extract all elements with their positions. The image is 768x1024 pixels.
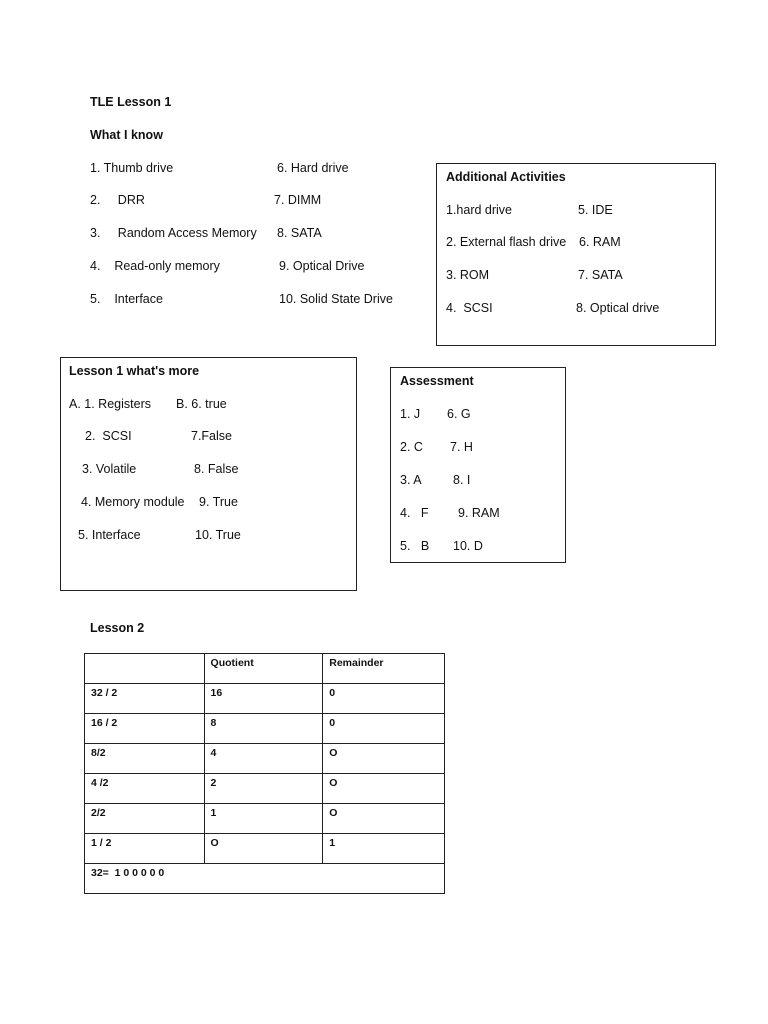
list-item: 7. DIMM [274,193,322,207]
list-item: A. 1. Registers [69,397,151,411]
table-result-row [85,864,445,894]
table-cell: 4 /2 [85,774,205,804]
table-row [85,684,445,714]
table-cell: O [204,834,323,864]
list-item: 5. B [400,539,430,553]
list-item: 1. Thumb drive [90,161,174,175]
table-cell: 1 / 2 [85,834,205,864]
list-item: 10. True [195,528,241,542]
list-item: 3. ROM [446,268,490,282]
additional-activities-box [436,163,716,346]
table-cell: O [323,774,445,804]
list-item: 7. H [450,440,473,454]
whats-more-heading: Lesson 1 what's more [69,364,200,378]
list-item: 8. SATA [277,226,322,240]
table-cell: 8 [204,714,323,744]
table-cell: O [323,744,445,774]
list-item: 2. C [400,440,423,454]
table-cell: O [323,804,445,834]
table-cell: 0 [323,714,445,744]
list-item: 4. SCSI [446,301,493,315]
list-item: 4. F [400,506,429,520]
list-item: 10. D [453,539,483,553]
list-item: 4. Memory module [81,495,185,509]
list-item: 6. G [447,407,471,421]
table-header-cell: Quotient [204,654,323,684]
assessment-heading: Assessment [400,374,474,388]
table-row [85,744,445,774]
table-header-row [85,654,445,684]
list-item: 8. I [453,473,471,487]
table-row [85,714,445,744]
table-cell: 2 [204,774,323,804]
list-item: 8. Optical drive [576,301,660,315]
table-row [85,774,445,804]
table-cell: 1 [323,834,445,864]
whats-more-box [60,357,357,591]
list-item: 7. SATA [578,268,623,282]
list-item: 1. J [400,407,421,421]
lesson2-heading: Lesson 2 [90,621,145,635]
page-title: TLE Lesson 1 [90,95,172,109]
table-header-cell: Remainder [323,654,445,684]
list-item: 9. RAM [458,506,500,520]
additional-activities-heading: Additional Activities [446,170,566,184]
list-item: 1.hard drive [446,203,513,217]
what-i-know-heading: What I know [90,128,163,142]
table-cell: 0 [323,684,445,714]
list-item: 10. Solid State Drive [279,292,393,306]
list-item: 4. Read-only memory [90,259,220,273]
list-item: B. 6. true [176,397,227,411]
table-cell: 2/2 [85,804,205,834]
list-item: 3. A [400,473,422,487]
list-item: 6. Hard drive [277,161,349,175]
assessment-box [390,367,566,563]
list-item: 3. Volatile [82,462,137,476]
table-cell: 8/2 [85,744,205,774]
list-item: 2. External flash drive [446,235,567,249]
list-item: 5. Interface [90,292,163,306]
table-header-cell [85,654,205,684]
table-result-cell: 32= 1 0 0 0 0 0 [85,864,445,894]
division-table [84,653,445,894]
list-item: 9. True [199,495,238,509]
list-item: 3. Random Access Memory [90,226,257,240]
table-cell: 4 [204,744,323,774]
list-item: 2. SCSI [85,429,132,443]
list-item: 7.False [191,429,232,443]
table-cell: 1 [204,804,323,834]
table-row [85,804,445,834]
list-item: 9. Optical Drive [279,259,365,273]
table-row [85,834,445,864]
list-item: 6. RAM [579,235,621,249]
table-cell: 32 / 2 [85,684,205,714]
list-item: 5. Interface [78,528,141,542]
list-item: 8. False [194,462,239,476]
table-cell: 16 [204,684,323,714]
list-item: 2. DRR [90,193,145,207]
table-cell: 16 / 2 [85,714,205,744]
list-item: 5. IDE [578,203,613,217]
